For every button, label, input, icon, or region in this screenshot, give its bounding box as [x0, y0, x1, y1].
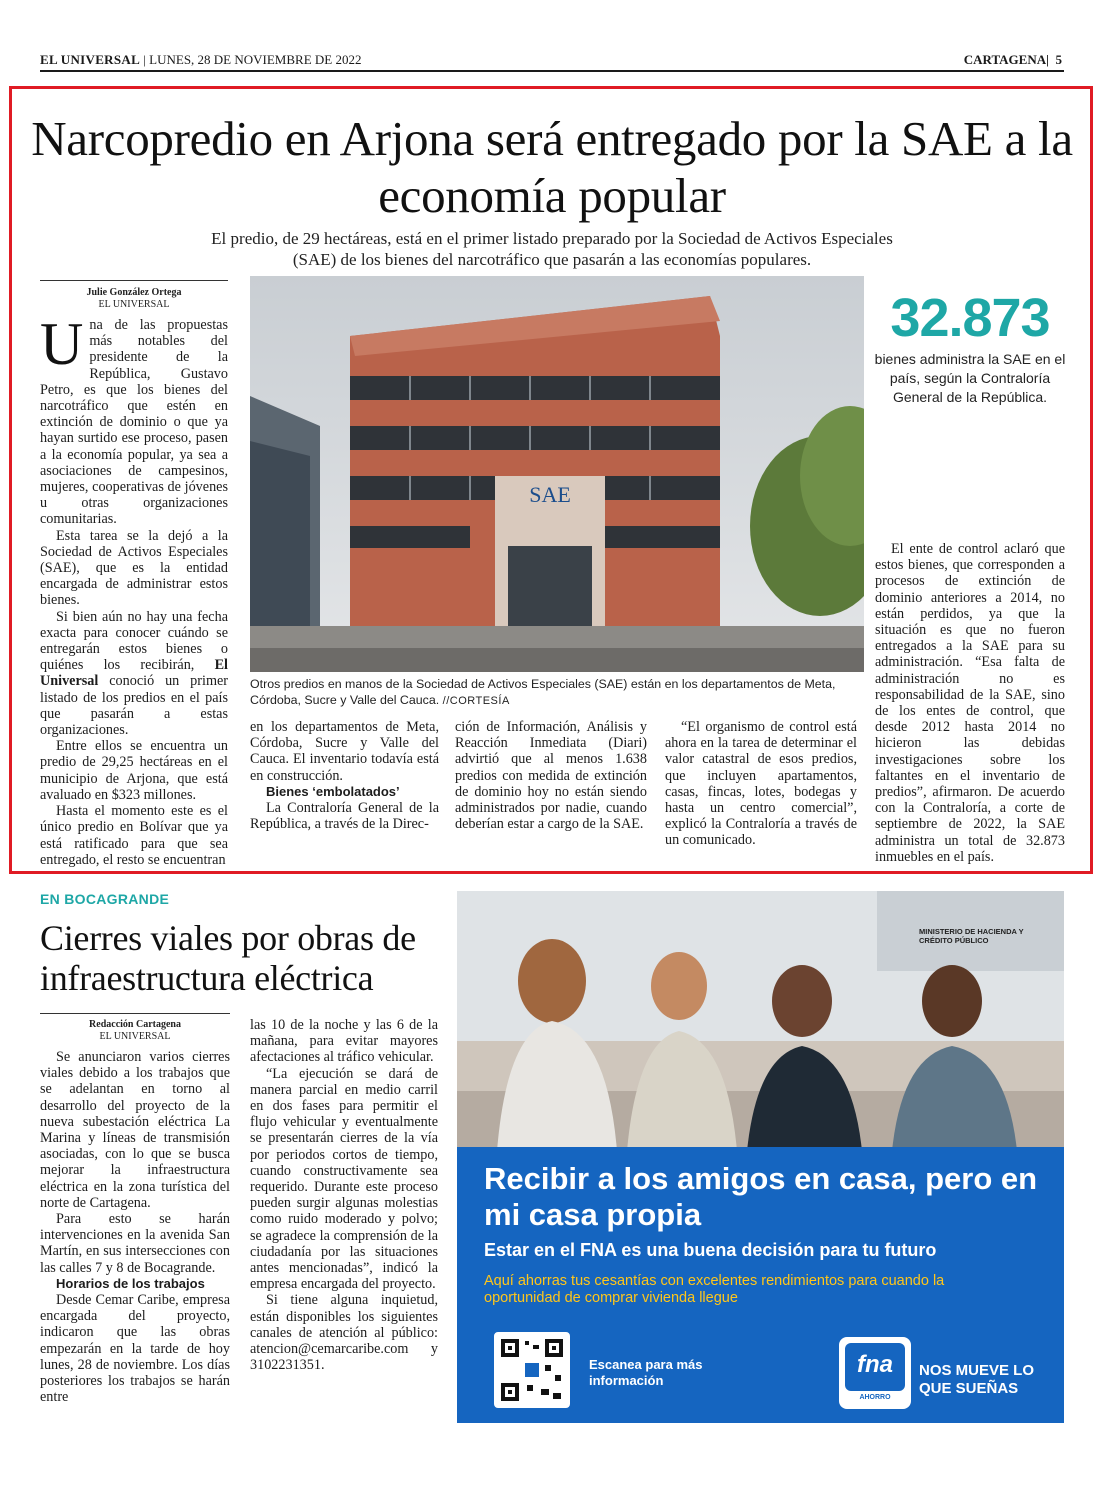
- story1-column-1: [40, 311, 228, 868]
- photo-caption: [250, 676, 864, 709]
- paragraph: na de las propuestas más notables del presidente de la República, Gustavo Petro, es que los bienes del narcotráfico que estén en extinción de dominio o que ya hayan surtido ese proceso, pasen a la economía popular, ya sea a asociaciones de campesinos, mujeres, cooperativas de jóvenes u otras organizaciones comunitarias.: [40, 317, 228, 528]
- paragraph: Entre ellos se encuentra un predio de 29,25 hectáreas en el municipio de Arjona, que está avaluado en $323 millones.: [40, 738, 228, 803]
- byline-rule: [40, 280, 228, 281]
- story2-headline: Cierres viales por obras de infraestructura eléctrica: [40, 918, 416, 998]
- paragraph: Para esto se harán intervenciones en la avenida San Martín, en sus intersecciones con las calles 7 y 8 de Bocagrande.: [40, 1211, 230, 1276]
- edition-date: LUNES, 28 DE NOVIEMBRE DE 2022: [149, 52, 362, 67]
- byline-name: Redacción Cartagena: [89, 1019, 181, 1030]
- byline-outlet: EL UNIVERSAL: [98, 299, 170, 310]
- paragraph: las 10 de la noche y las 6 de la mañana, para evitar mayores afectaciones al tráfico vehicular.: [250, 1017, 438, 1066]
- story1-column-4: [665, 719, 857, 849]
- paragraph: Desde Cemar Caribe, empresa encargada del proyecto, indicaron que las obras empezarán en la tarde de hoy lunes, 28 de noviembre. Los días posteriores los trabajos se harán entre: [40, 1292, 230, 1406]
- paragraph: “La ejecución se dará de manera parcial en medio carril en dos fases para permitir el flujo vehicular y eventualmente se presentarán cierres de la vía por periodos cortos de tiempo, cuando constructivamente sea requerido. Durante este proceso pueden surgir algunas molestias como ruido moderado y polvo; se agradece la comprensión de la ciudadanía por las situaciones antes mencionadas”, indicó la empresa encargada del proyecto.: [250, 1065, 438, 1293]
- story2-column-2: [250, 1017, 438, 1373]
- building-sign: SAE: [529, 482, 571, 507]
- section-tag: EN BOCAGRANDE: [40, 891, 170, 907]
- paragraph: Si tiene alguna inquietud, están disponibles los siguientes canales de atención al público: atencion@cemarcaribe.com y 3102231351.: [250, 1292, 438, 1374]
- qr-label: Escanea para más información: [589, 1357, 703, 1388]
- ministry-logo-text: MINISTERIO DE HACIENDA Y CRÉDITO PÚBLICO: [919, 927, 1024, 945]
- subhead: Horarios de los trabajos: [56, 1275, 205, 1291]
- header-rule: [40, 70, 1064, 72]
- paragraph: El ente de control aclaró que estos bienes, que corresponden a procesos de extinción de dominio anteriores a 2014, no están perdidos, ya que la situación es que no fueron entregados a la SAE para su administración. “Esa falta de administración no es responsabilidad de la SAE, sino de los entes de control, que desde 2012 hasta 2014 no hicieron las debidas investigaciones sobre los faltantes en el inventario de predios”, afirmaron. De acuerdo con la Contraloría, a corte de septiembre de 2022, la SAE administra un total de 32.873 inmuebles en el país.: [875, 541, 1065, 865]
- fna-logo-sub: AHORRO: [859, 1394, 891, 1401]
- paragraph: ción de Información, Análisis y Reacción Inmediata (Diari) advirtió que al menos 1.638 predios con medida de extinción de dominio hoy no están siendo administrados por nadie, cuando deberían estar a cargo de la SAE.: [455, 719, 647, 833]
- ad-body: Aquí ahorras tus cesantías con excelentes rendimientos para cuando la oportunidad de comprar vivienda llegue: [484, 1273, 945, 1306]
- qr-code-icon[interactable]: [494, 1332, 570, 1408]
- byline-rule: [40, 1013, 230, 1014]
- ad-blue-panel: [457, 1147, 1064, 1423]
- stat-number: 32.873: [890, 288, 1050, 348]
- fna-logo-text: fna: [857, 1351, 893, 1378]
- running-header-left: EL UNIVERSAL | LUNES, 28 DE NOVIEMBRE DE 2022: [40, 52, 362, 67]
- paragraph: Si bien aún no hay una fecha exacta para conocer cuándo se entregarán estos bienes o quiénes los recibirán, El Universal conoció un primer listado de los predios en el país que pasarán a estas organizaciones.: [40, 608, 228, 739]
- byline-outlet: EL UNIVERSAL: [99, 1031, 171, 1042]
- paper-reference: El Universal: [40, 657, 228, 690]
- story2-column-1: [40, 1049, 230, 1405]
- story2-byline: [40, 1019, 230, 1043]
- story1-byline: [40, 287, 228, 311]
- stat-description: bienes administra la SAE en el país, según la Contraloría General de la República.: [874, 351, 1066, 405]
- story1-column-2: [250, 719, 439, 832]
- paragraph: Hasta el momento este es el único predio en Bolívar que ya está ratificado para que sea entregado, el resto se encuentran: [40, 803, 228, 868]
- paragraph: Esta tarea se la dejó a la Sociedad de Activos Especiales (SAE), que es la entidad encargada de administrar estos bienes.: [40, 527, 228, 609]
- paragraph: La Contraloría General de la República, a través de la Direc-: [250, 800, 439, 833]
- page-number: 5: [1055, 52, 1062, 67]
- dropcap: U: [40, 311, 84, 377]
- story1-column-3: [455, 719, 647, 832]
- paragraph: “El organismo de control está ahora en la tarea de determinar el valor catastral de esos predios, que incluyen apartamentos, casas, fincas, lotes, bodegas y hasta un centro comercial”, explicó la Contraloría a través de un comunicado.: [665, 719, 857, 849]
- fna-advertisement[interactable]: [457, 891, 1064, 1423]
- section-name: CARTAGENA: [963, 52, 1047, 67]
- caption-text: Otros predios en manos de la Sociedad de Activos Especiales (SAE) están en los departamentos de Meta, Córdoba, Sucre y Valle del Cauca.: [250, 677, 836, 707]
- fna-logo: [839, 1337, 911, 1409]
- running-header-right: CARTAGENA| 5: [963, 52, 1062, 67]
- paragraph: Se anunciaron varios cierres viales debido a los trabajos que se adelantan en torno al desarrollo del proyecto de la nueva subestación eléctrica La Marina y líneas de transmisión asociadas, con lo que se busca mejorar la infraestructura eléctrica en la zona turística del norte de Cartagena.: [40, 1049, 230, 1211]
- ad-headline: Recibir a los amigos en casa, pero en mi casa propia: [484, 1161, 1038, 1232]
- sae-building-photo: [250, 276, 864, 672]
- paragraph: en los departamentos de Meta, Córdoba, Sucre y Valle del Cauca. El inventario todavía está en construcción.: [250, 719, 439, 784]
- byline-name: Julie González Ortega: [86, 287, 182, 298]
- paper-name: EL UNIVERSAL: [40, 52, 141, 67]
- subhead: Bienes ‘embolatados’: [266, 783, 400, 799]
- story1-headline: Narcopredio en Arjona será entregado por la SAE a la economía popular: [31, 111, 1073, 223]
- story1-column-5: [875, 541, 1065, 865]
- ad-slogan: NOS MUEVE LO QUE SUEÑAS: [919, 1362, 1035, 1397]
- ad-subheadline: Estar en el FNA es una buena decisión para tu futuro: [484, 1240, 937, 1260]
- building-illustration: [250, 276, 864, 672]
- photo-credit: //CORTESÍA: [442, 695, 510, 707]
- story1-deck: El predio, de 29 hectáreas, está en el primer listado preparado por la Sociedad de Activos Especiales (SAE) de los bienes del narcotráfico que pasarán a las economías populares.: [211, 229, 893, 269]
